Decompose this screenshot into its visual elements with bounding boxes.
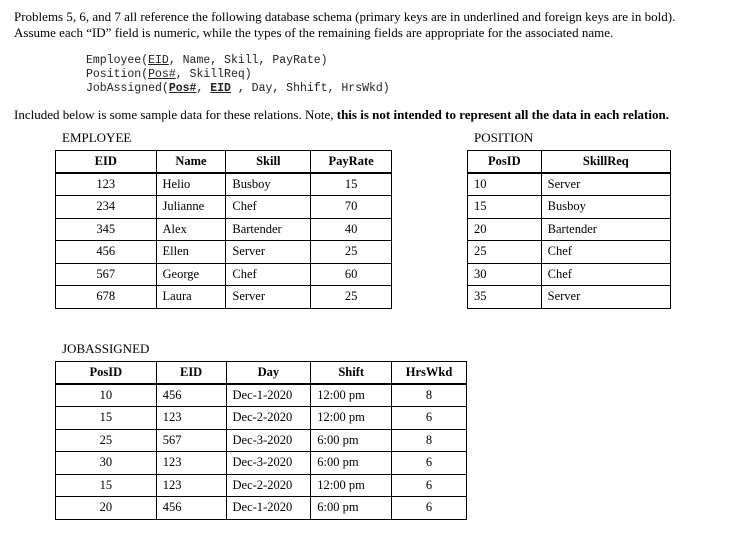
table-row <box>468 263 671 286</box>
employee-cell: 70 <box>311 196 392 219</box>
employee-cell: Server <box>226 286 311 309</box>
employee-cell: Chef <box>226 196 311 219</box>
jobassigned-cell: 15 <box>56 474 157 497</box>
table-row <box>56 384 467 407</box>
table-row <box>468 196 671 219</box>
jobassigned-cell: 6:00 pm <box>311 452 392 475</box>
position-cell: 25 <box>468 241 542 264</box>
employee-caption: EMPLOYEE <box>62 130 132 145</box>
employee-header-row <box>56 151 392 174</box>
jobassigned-cell: 6 <box>392 474 467 497</box>
schema-position-pk: Pos# <box>148 68 176 81</box>
jobassigned-cell: 8 <box>392 384 467 407</box>
position-cell: Server <box>541 286 670 309</box>
schema-employee-pk: EID <box>148 54 169 67</box>
jobassigned-cell: Dec-1-2020 <box>226 384 311 407</box>
jobassigned-cell: 123 <box>156 407 226 430</box>
position-cell: 10 <box>468 173 542 196</box>
employee-cell: 40 <box>311 218 392 241</box>
table-row <box>56 196 392 219</box>
jobassigned-cell: 25 <box>56 429 157 452</box>
employee-cell: 678 <box>56 286 157 309</box>
jobassigned-cell: Dec-3-2020 <box>226 452 311 475</box>
problem-intro <box>14 9 724 41</box>
employee-header-name: Name <box>156 151 226 174</box>
employee-cell: Julianne <box>156 196 226 219</box>
jobassigned-cell: Dec-2-2020 <box>226 407 311 430</box>
table-row <box>56 241 392 264</box>
position-cell: 15 <box>468 196 542 219</box>
jobassigned-cell: 12:00 pm <box>311 474 392 497</box>
schema-jobassigned: JobAssigned(Pos#, EID , Day, Shhift, HrsWkd) <box>86 82 390 95</box>
position-header-row <box>468 151 671 174</box>
employee-table <box>55 150 392 309</box>
employee-cell: Busboy <box>226 173 311 196</box>
intro-line-2: Assume each “ID” field is numeric, while the types of the remaining fields are appropriate for the associated name. <box>14 25 614 40</box>
jobassigned-cell: Dec-2-2020 <box>226 474 311 497</box>
jobassigned-cell: 456 <box>156 384 226 407</box>
employee-cell: 25 <box>311 286 392 309</box>
table-row <box>56 497 467 520</box>
position-cell: 20 <box>468 218 542 241</box>
position-caption: POSITION <box>474 130 534 145</box>
position-cell: Server <box>541 173 670 196</box>
table-row <box>56 429 467 452</box>
jobassigned-cell: 567 <box>156 429 226 452</box>
jobassigned-cell: 6 <box>392 407 467 430</box>
jobassigned-header-shift: Shift <box>311 362 392 385</box>
schema-position: Position(Pos#, SkillReq) <box>86 68 252 81</box>
jobassigned-cell: 123 <box>156 474 226 497</box>
intro-line-1: Problems 5, 6, and 7 all reference the following database schema (primary keys are in underlined and foreign keys are in bold). <box>14 9 676 24</box>
jobassigned-cell: Dec-1-2020 <box>226 497 311 520</box>
employee-cell: Chef <box>226 263 311 286</box>
schema-jobassigned-fk-pos: Pos# <box>168 82 197 95</box>
jobassigned-header-posid: PosID <box>56 362 157 385</box>
employee-header-payrate: PayRate <box>311 151 392 174</box>
table-row <box>56 173 392 196</box>
employee-cell: 234 <box>56 196 157 219</box>
table-row <box>468 241 671 264</box>
jobassigned-cell: 8 <box>392 429 467 452</box>
jobassigned-cell: 12:00 pm <box>311 407 392 430</box>
table-row <box>56 407 467 430</box>
jobassigned-cell: 6:00 pm <box>311 429 392 452</box>
jobassigned-cell: 123 <box>156 452 226 475</box>
employee-cell: Ellen <box>156 241 226 264</box>
employee-cell: 15 <box>311 173 392 196</box>
jobassigned-cell: 456 <box>156 497 226 520</box>
employee-cell: 123 <box>56 173 157 196</box>
schema-block <box>86 54 390 96</box>
jobassigned-cell: 6:00 pm <box>311 497 392 520</box>
table-row <box>56 218 392 241</box>
employee-cell: 456 <box>56 241 157 264</box>
jobassigned-cell: Dec-3-2020 <box>226 429 311 452</box>
employee-cell: Bartender <box>226 218 311 241</box>
table-row <box>56 286 392 309</box>
jobassigned-header-row <box>56 362 467 385</box>
sample-data-note: Included below is some sample data for these relations. Note, this is not intended to represent all the data in each relation. <box>14 107 669 122</box>
jobassigned-cell: 12:00 pm <box>311 384 392 407</box>
jobassigned-caption: JOBASSIGNED <box>62 341 150 356</box>
jobassigned-cell: 20 <box>56 497 157 520</box>
table-row <box>56 474 467 497</box>
employee-cell: Alex <box>156 218 226 241</box>
schema-jobassigned-fk-eid: EID <box>210 82 231 95</box>
employee-cell: 567 <box>56 263 157 286</box>
position-cell: 30 <box>468 263 542 286</box>
table-row <box>56 452 467 475</box>
employee-header-skill: Skill <box>226 151 311 174</box>
jobassigned-table <box>55 361 467 520</box>
jobassigned-cell: 10 <box>56 384 157 407</box>
position-cell: Bartender <box>541 218 670 241</box>
jobassigned-cell: 15 <box>56 407 157 430</box>
note-emphasis: this is not intended to represent all the data in each relation. <box>336 107 669 122</box>
jobassigned-header-eid: EID <box>156 362 226 385</box>
employee-cell: 345 <box>56 218 157 241</box>
jobassigned-cell: 6 <box>392 497 467 520</box>
schema-employee: Employee(EID, Name, Skill, PayRate) <box>86 54 328 67</box>
position-cell: 35 <box>468 286 542 309</box>
position-header-posid: PosID <box>468 151 542 174</box>
jobassigned-header-hrswkd: HrsWkd <box>392 362 467 385</box>
employee-cell: Server <box>226 241 311 264</box>
position-cell: Chef <box>541 241 670 264</box>
table-row <box>468 218 671 241</box>
jobassigned-header-day: Day <box>226 362 311 385</box>
table-row <box>56 263 392 286</box>
employee-cell: 60 <box>311 263 392 286</box>
employee-header-eid: EID <box>56 151 157 174</box>
employee-cell: Laura <box>156 286 226 309</box>
position-table <box>467 150 671 309</box>
table-row <box>468 173 671 196</box>
jobassigned-cell: 6 <box>392 452 467 475</box>
position-cell: Busboy <box>541 196 670 219</box>
employee-cell: George <box>156 263 226 286</box>
jobassigned-cell: 30 <box>56 452 157 475</box>
employee-cell: 25 <box>311 241 392 264</box>
table-row <box>468 286 671 309</box>
position-header-skillreq: SkillReq <box>541 151 670 174</box>
employee-cell: Helio <box>156 173 226 196</box>
position-cell: Chef <box>541 263 670 286</box>
